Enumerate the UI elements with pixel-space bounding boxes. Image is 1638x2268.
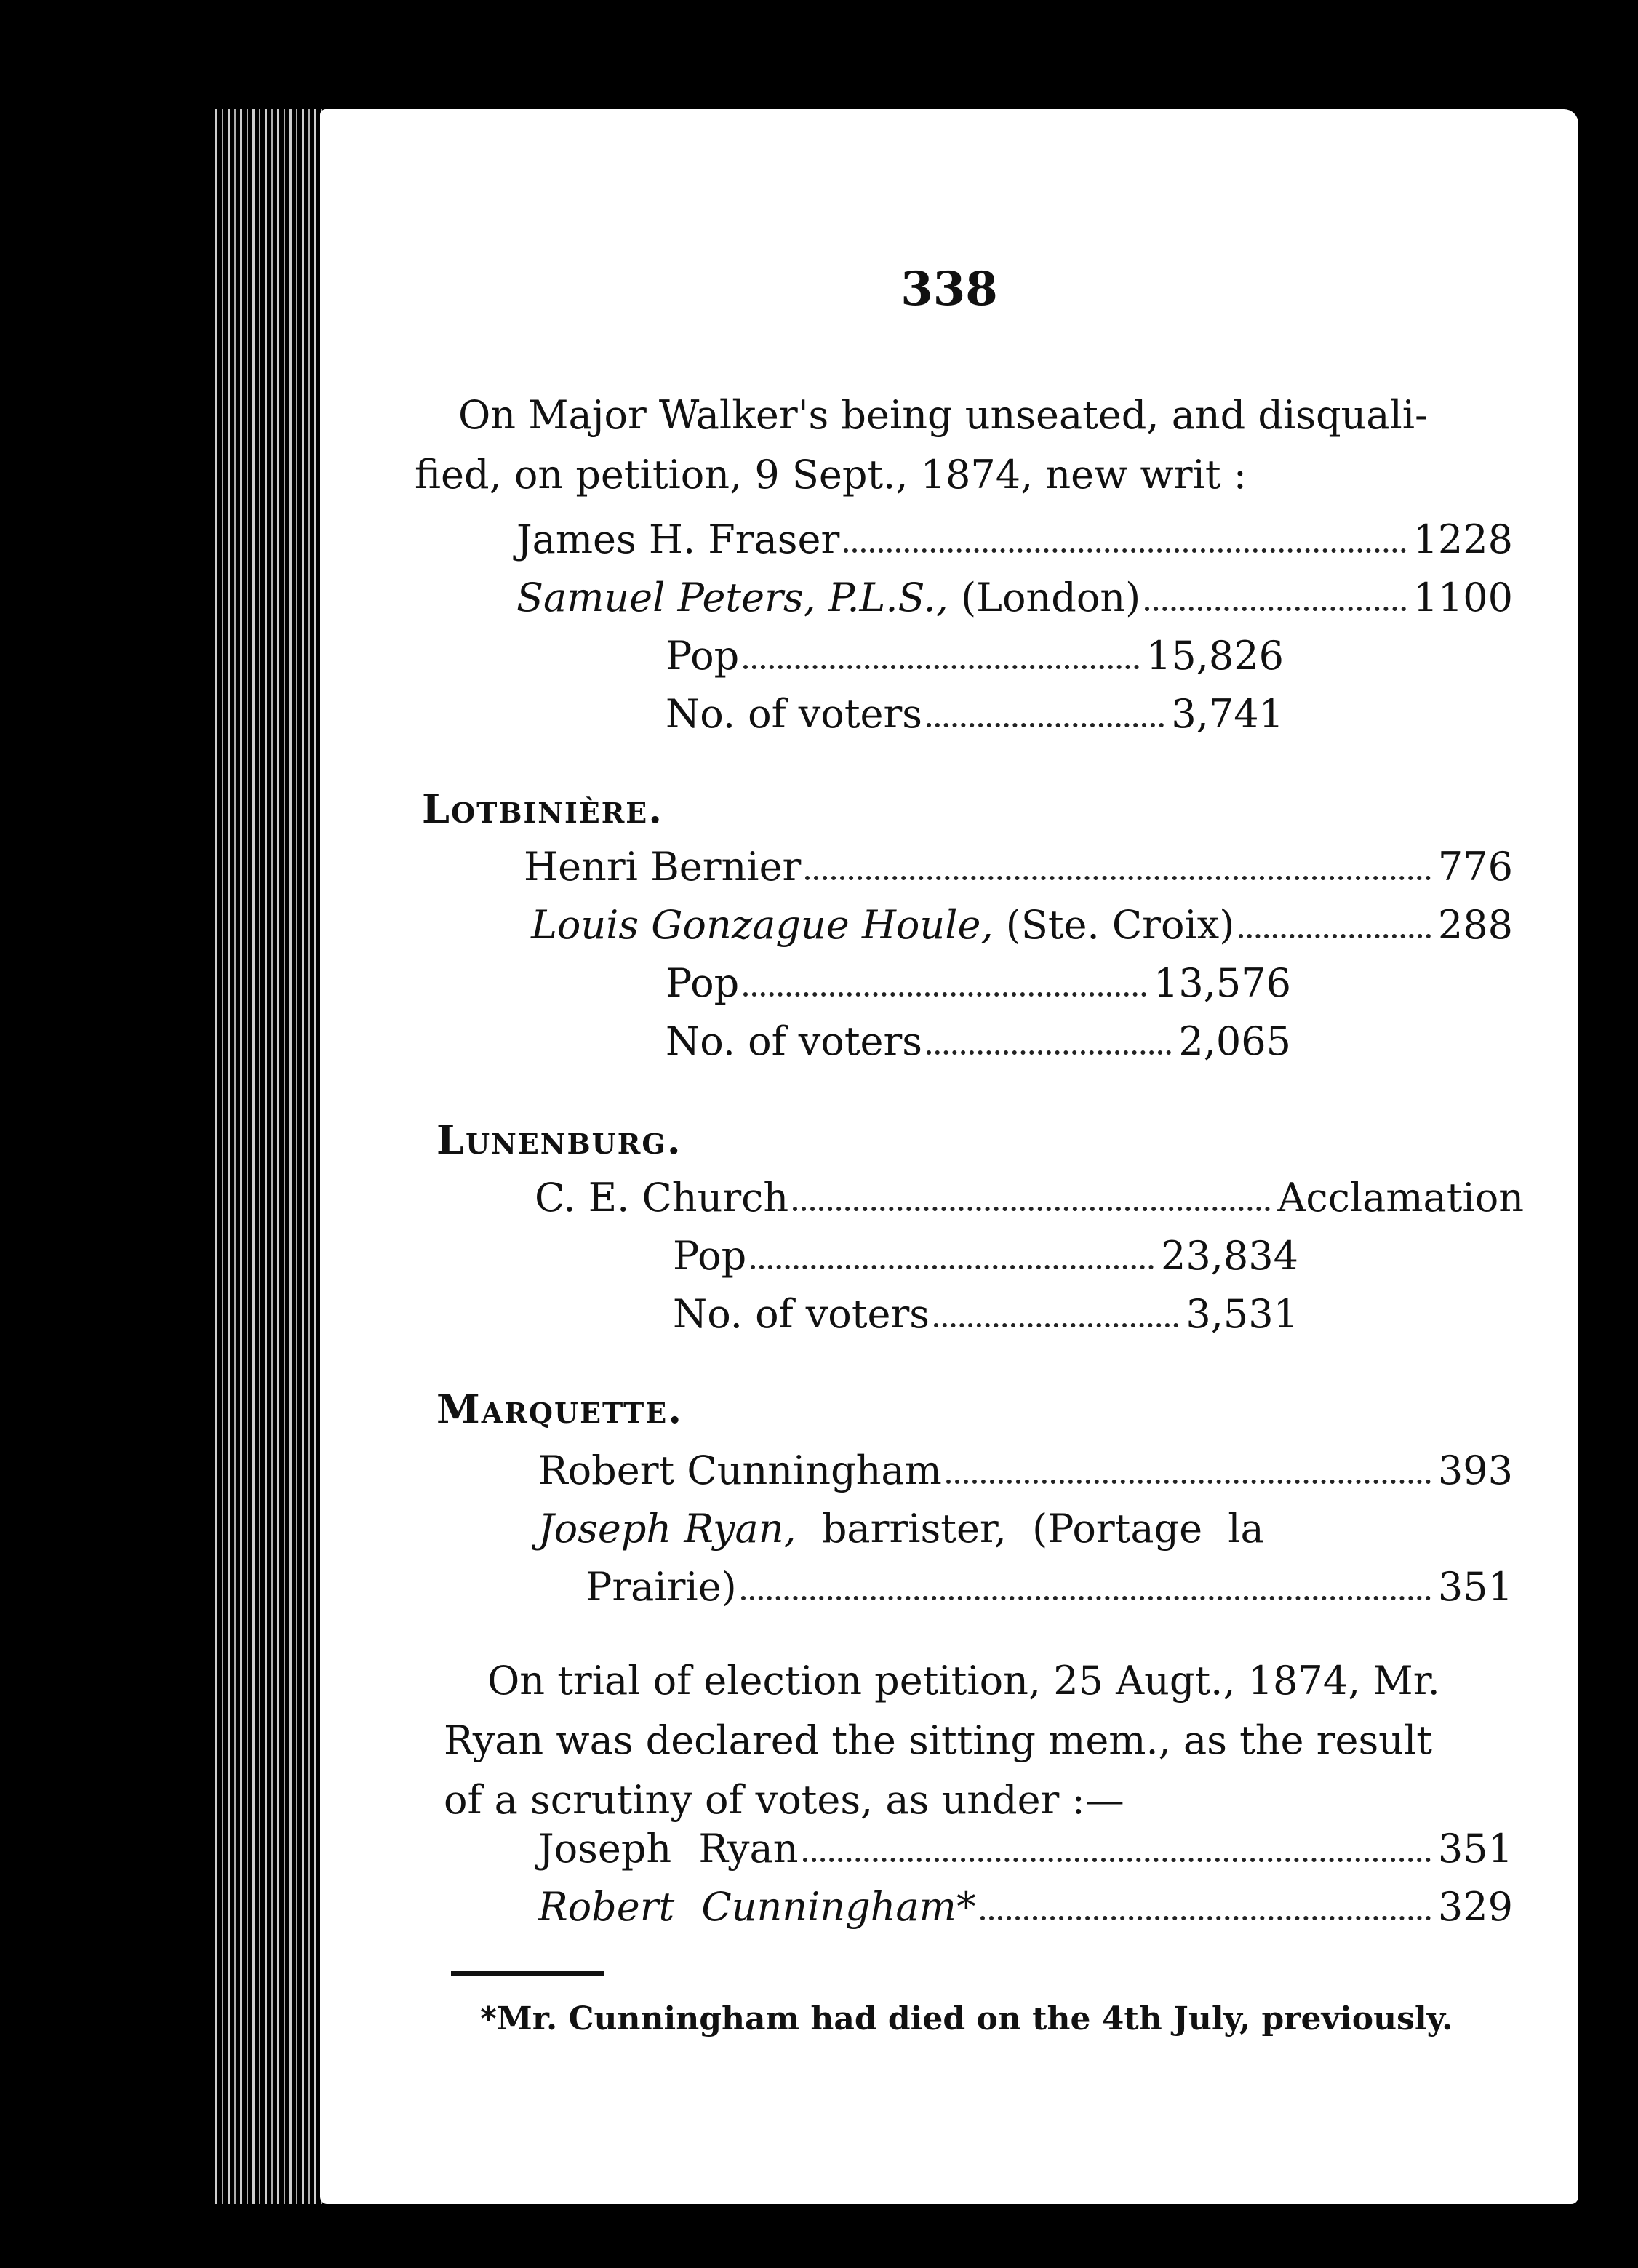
vote-count: 351: [1437, 1826, 1513, 1872]
candidate-row-wrapped: [538, 1506, 1513, 1564]
vote-count: 1228: [1413, 516, 1513, 562]
vote-count: 1100: [1413, 575, 1513, 620]
trial-paragraph: [444, 1651, 1520, 1830]
stat-value: 13,576: [1154, 960, 1291, 1006]
leader-dots: [803, 1858, 1431, 1862]
candidate-description: barrister, (Portage la: [796, 1506, 1264, 1552]
intro-line-2: fied, on petition, 9 Sept., 1874, new writ :: [415, 452, 1247, 498]
vote-count: 329: [1437, 1884, 1513, 1930]
leader-dots: [934, 1323, 1178, 1327]
leader-dots: [927, 723, 1164, 727]
leader-dots: [946, 1480, 1431, 1484]
candidate-name: Robert Cunningham: [538, 1448, 942, 1493]
stat-label: No. of voters: [666, 1018, 923, 1064]
voters-row: [666, 691, 1284, 749]
trial-line-2: Ryan was declared the sitting mem., as the result: [444, 1717, 1432, 1763]
candidate-name: Joseph Ryan: [538, 1826, 799, 1872]
candidate-name: Robert Cunningham*: [538, 1884, 976, 1930]
population-row: [666, 960, 1291, 1018]
candidate-row: [516, 575, 1513, 633]
voters-row: [666, 1018, 1291, 1077]
stat-label: Pop: [666, 960, 740, 1006]
candidate-place: (Ste. Croix): [993, 902, 1235, 948]
leader-dots: [1239, 934, 1431, 938]
section-heading-marquette: Marquette.: [436, 1386, 684, 1432]
candidate-row: [538, 1448, 1513, 1506]
candidate-row-continuation: [586, 1564, 1513, 1622]
leader-dots: [743, 665, 1139, 669]
book-page: [320, 109, 1578, 2204]
candidate-row: [516, 516, 1513, 575]
leader-dots: [743, 992, 1146, 997]
leader-dots: [980, 1916, 1431, 1920]
vote-count: 776: [1437, 844, 1513, 890]
candidate-name: C. E. Church: [535, 1175, 789, 1221]
candidate-name: James H. Fraser: [516, 516, 840, 562]
book-page-edges: [211, 109, 335, 2204]
candidate-row: [531, 902, 1513, 960]
trial-line-3: of a scrutiny of votes, as under :—: [444, 1777, 1124, 1823]
candidate-name: Joseph Ryan,: [538, 1506, 796, 1552]
footnote: *Mr. Cunningham had died on the 4th July, previously.: [480, 2000, 1453, 2037]
stat-label: Pop: [666, 633, 740, 679]
stat-label: No. of voters: [666, 691, 923, 737]
stat-value: 23,834: [1161, 1233, 1298, 1279]
candidate-name: Henri Bernier: [524, 844, 802, 890]
population-row: [666, 633, 1284, 691]
candidate-place: (London): [948, 575, 1141, 620]
footnote-rule: [451, 1971, 604, 1976]
section-heading-lotbiniere: Lotbinière.: [422, 786, 664, 832]
candidate-place: Prairie): [586, 1564, 737, 1610]
vote-count: Acclamation: [1277, 1175, 1524, 1221]
candidate-row: [535, 1175, 1524, 1233]
stat-label: Pop: [673, 1233, 747, 1279]
scrutiny-row: [538, 1826, 1513, 1884]
leader-dots: [793, 1207, 1270, 1211]
trial-line-1: On trial of election petition, 25 Augt., 1874, Mr.: [487, 1658, 1440, 1704]
candidate-name: Samuel Peters, P.L.S.,: [516, 575, 948, 620]
stat-label: No. of voters: [673, 1291, 930, 1337]
candidate-name: Louis Gonzague Houle,: [531, 902, 994, 948]
vote-count: 351: [1437, 1564, 1513, 1610]
leader-dots: [751, 1265, 1154, 1269]
stat-value: 15,826: [1146, 633, 1284, 679]
stat-value: 3,531: [1186, 1291, 1298, 1337]
leader-dots: [1145, 607, 1405, 611]
vote-count: 288: [1437, 902, 1513, 948]
stat-value: 3,741: [1171, 691, 1284, 737]
leader-dots: [844, 548, 1405, 553]
candidate-row: [524, 844, 1513, 902]
population-row: [673, 1233, 1298, 1291]
intro-paragraph: [415, 386, 1506, 505]
section-heading-lunenburg: Lunenburg.: [436, 1117, 682, 1163]
leader-dots: [805, 876, 1431, 880]
leader-dots: [741, 1596, 1431, 1600]
intro-line-1: On Major Walker's being unseated, and disquali-: [458, 392, 1429, 438]
scrutiny-row: [538, 1884, 1513, 1942]
vote-count: 393: [1437, 1448, 1513, 1493]
stat-value: 2,065: [1178, 1018, 1291, 1064]
voters-row: [673, 1291, 1298, 1349]
leader-dots: [927, 1050, 1171, 1055]
page-number: 338: [900, 262, 998, 316]
